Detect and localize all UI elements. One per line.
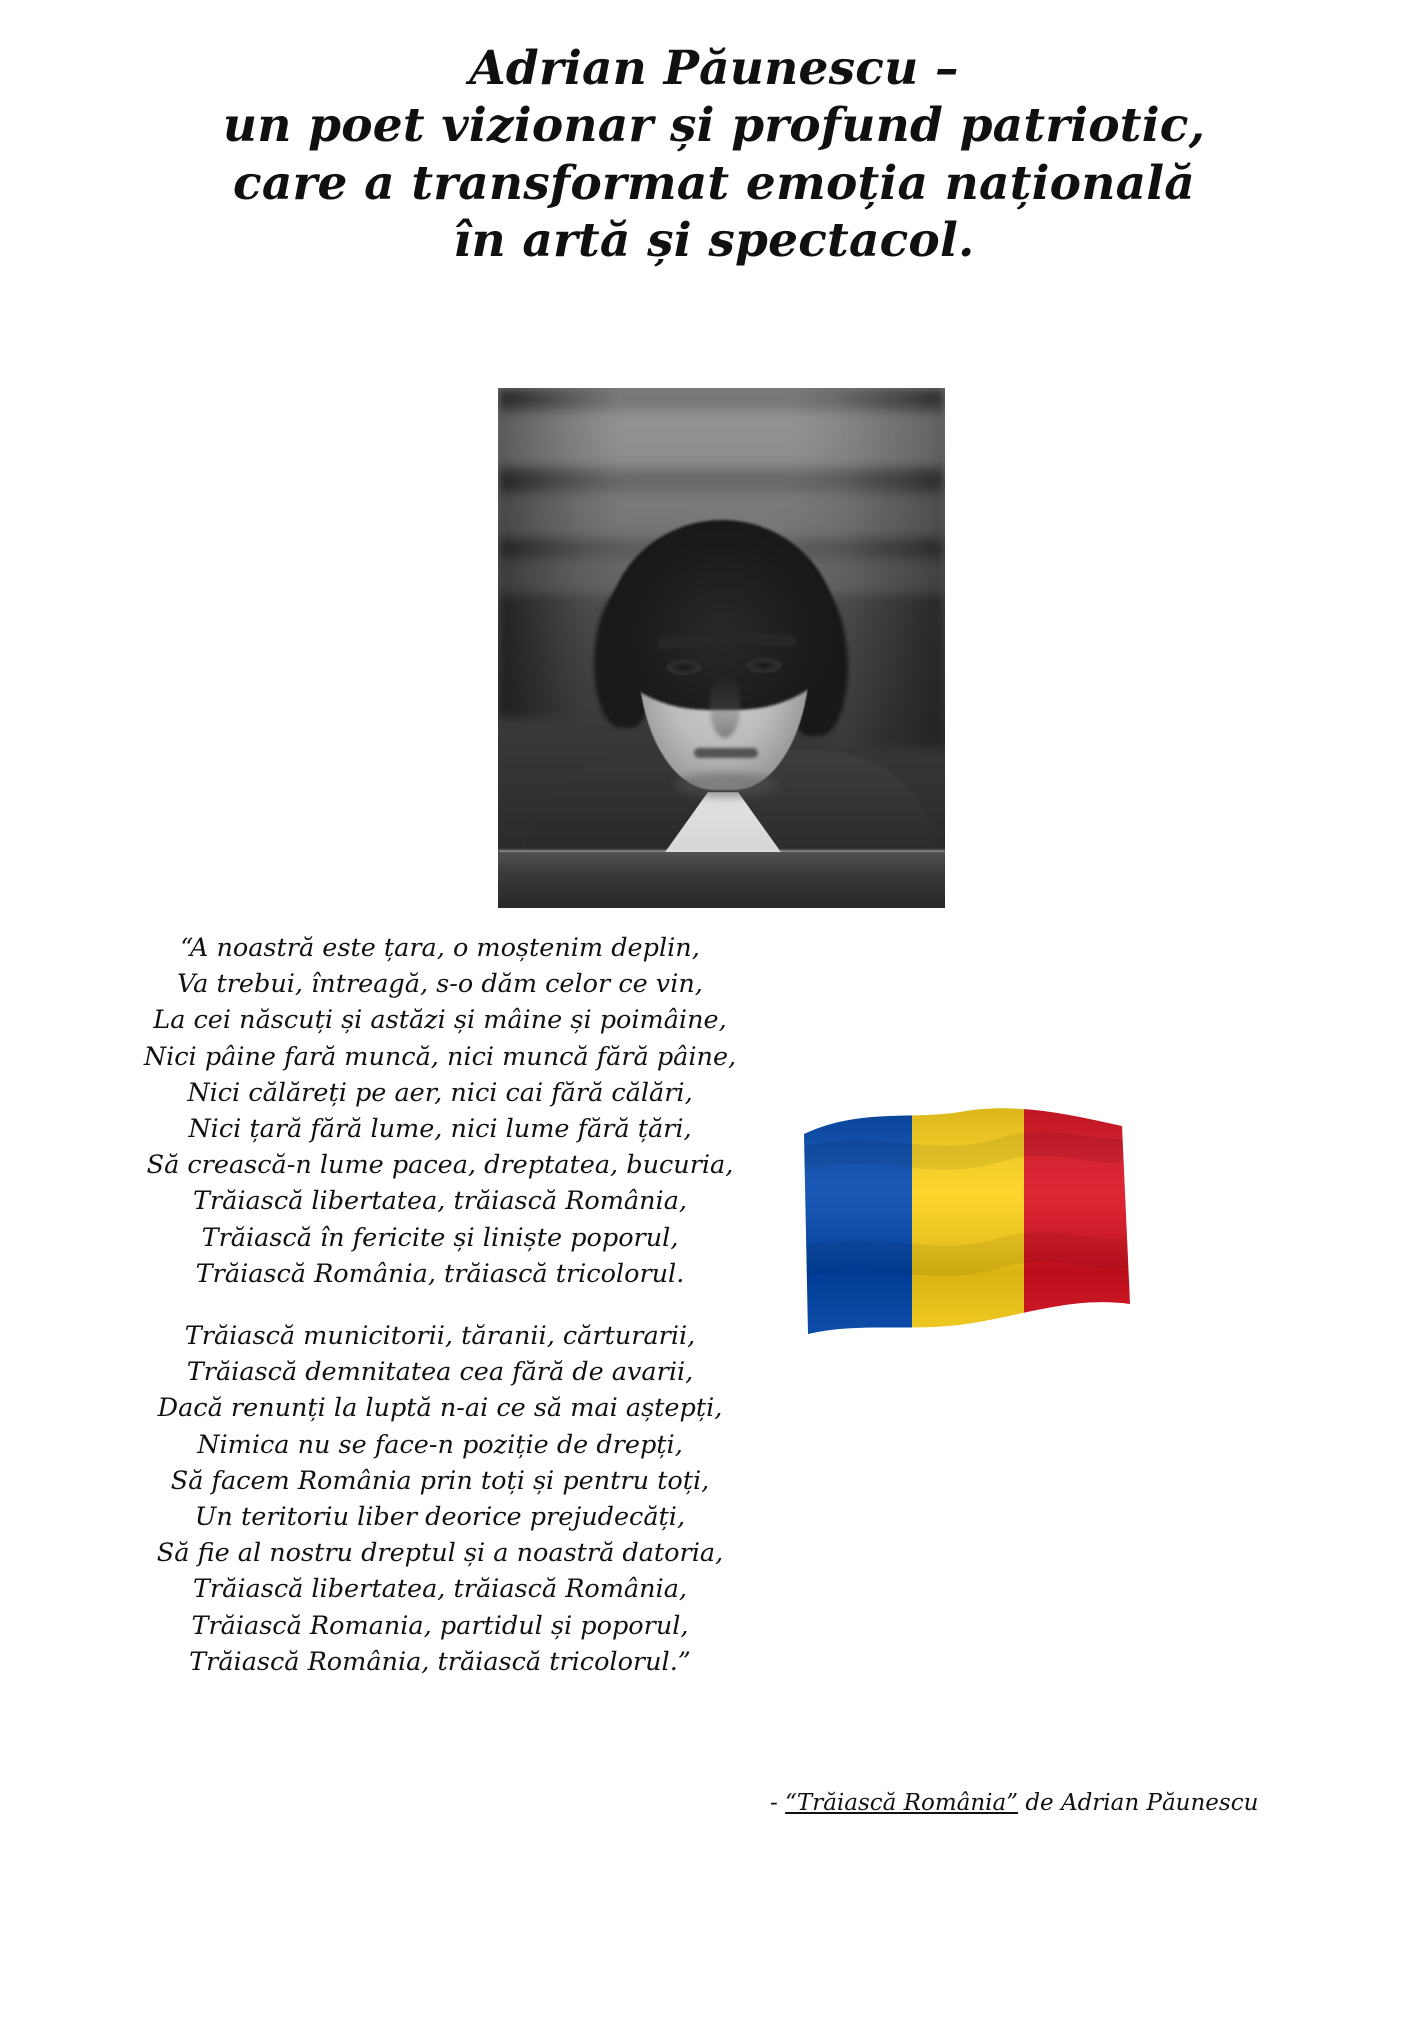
portrait-image: [498, 388, 945, 908]
romania-flag-icon: [800, 1108, 1134, 1378]
poem-line: Să crească-n lume pacea, dreptatea, bucuria,: [146, 1150, 734, 1181]
attribution-author: de Adrian Păunescu: [1018, 1790, 1259, 1816]
poem-line: Nici țară fără lume, nici lume fără țări,: [188, 1114, 692, 1145]
portrait-eye-left: [666, 660, 702, 675]
poem-stanza-1: [100, 930, 780, 1292]
portrait-eye-right: [746, 658, 782, 673]
poem-attribution: [770, 1790, 1330, 1816]
title-line-3: care a transformat emoția națională: [233, 155, 1195, 211]
portrait-desk: [498, 852, 945, 908]
poem-line: Trăiască municitorii, tăranii, cărturarii,: [184, 1321, 696, 1352]
poem-line: Trăiască România, trăiască tricolorul.: [195, 1258, 685, 1289]
portrait-background-band: [498, 410, 945, 468]
portrait-nose: [710, 676, 740, 738]
portrait-mouth: [694, 748, 758, 758]
poem-text: [100, 930, 780, 1680]
poem-line: Va trebui, întreagă, s-o dăm celor ce vin,: [177, 969, 703, 1000]
poem-line: “A noastră este țara, o moștenim deplin,: [180, 933, 700, 963]
title-line-2: un poet vizionar și profund patriotic,: [222, 98, 1206, 154]
poem-line: Trăiască România, trăiască tricolorul.”: [189, 1646, 691, 1677]
poem-line: Trăiască libertatea, trăiască România,: [192, 1574, 688, 1605]
poem-line: Trăiască Romania, partidul și poporul,: [191, 1610, 689, 1641]
poem-line: Trăiască demnitatea cea fără de avarii,: [186, 1357, 694, 1388]
poem-line: Să fie al nostru dreptul și a noastră datoria,: [156, 1538, 724, 1569]
portrait-chin-shadow: [674, 772, 778, 798]
poem-line: Să facem România prin toți și pentru toți,: [170, 1465, 710, 1496]
poem-line: Trăiască libertatea, trăiască România,: [192, 1186, 688, 1217]
page-title: [0, 40, 1428, 269]
poem-line: La cei născuți și astăzi și mâine și poimâine,: [153, 1005, 727, 1036]
poem-stanza-2: [100, 1318, 780, 1680]
poem-line: Nici călăreți pe aer, nici cai fără călări,: [187, 1077, 693, 1108]
attribution-work-title: “Trăiască România”: [785, 1790, 1019, 1816]
title-line-4: în artă și spectacol.: [453, 212, 975, 268]
poem-line: Dacă renunți la luptă n-ai ce să mai aștepți,: [157, 1393, 723, 1424]
poem-line: Nici pâine fară muncă, nici muncă fără pâine,: [143, 1041, 737, 1072]
title-line-1: Adrian Păunescu –: [469, 41, 959, 96]
poem-line: Trăiască în fericite și liniște poporul,: [201, 1222, 679, 1253]
attribution-dash: -: [770, 1790, 786, 1816]
portrait-photo: [498, 388, 945, 908]
poem-line: Un teritoriu liber deorice prejudecăți,: [194, 1502, 686, 1533]
poem-line: Nimica nu se face-n poziție de drepți,: [197, 1429, 683, 1460]
